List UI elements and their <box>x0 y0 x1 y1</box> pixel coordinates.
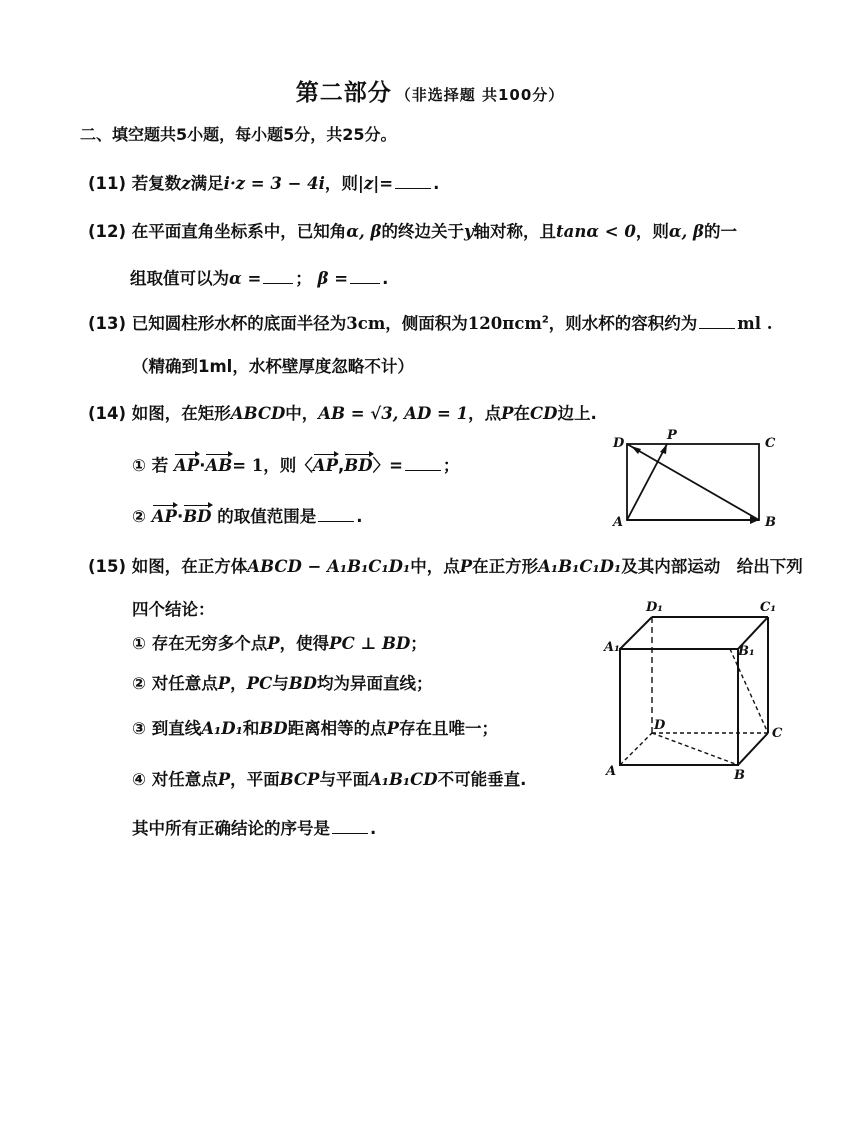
q12-text-c: 轴对称，且 <box>473 222 557 241</box>
question-11 <box>88 170 439 194</box>
q14-vec-ap: AP <box>173 456 200 475</box>
q12-alpha-beta-2: α, β <box>668 222 705 241</box>
q14-vec-ap-3: AP <box>151 507 177 526</box>
q13-text-c: ，则水杯的容积约为 <box>548 314 698 333</box>
q14-rectangle-figure <box>605 425 785 535</box>
q12-text-b: 的终边关于 <box>381 222 464 241</box>
label-c: C <box>772 726 783 741</box>
q12-text-e: 的一 <box>704 222 738 241</box>
q11-number: (11) <box>88 174 127 193</box>
q15-c4-a: 对任意点 <box>151 770 218 789</box>
q15-c1-b: ，使得 <box>279 634 330 653</box>
hidden-edge-ad <box>620 733 652 765</box>
vector-bd-arrow <box>631 446 641 454</box>
q15-cube-figure <box>600 595 790 785</box>
question-15-stem <box>88 553 803 577</box>
q13-note: （精确到1ml，水杯壁厚度忽略不计） <box>132 357 414 376</box>
q14-sub2-end: . <box>356 507 363 526</box>
q14-sub2-mark: ② <box>132 507 146 526</box>
q14-p: P <box>501 404 514 423</box>
edge-bc <box>738 733 768 765</box>
q12-alpha-blank[interactable] <box>263 271 293 284</box>
q12-text-a: 在平面直角坐标系中，已知角 <box>131 222 347 241</box>
label-b: B <box>734 768 745 783</box>
q15-c2-c: 与 <box>272 674 289 693</box>
q13-unit: ml . <box>737 314 773 333</box>
q12-end: . <box>382 269 389 288</box>
q14-dot: · <box>199 456 206 475</box>
q14-semi: ； <box>442 456 460 475</box>
q14-dot-2: · <box>176 507 184 526</box>
q15-c4-p: P <box>217 770 231 789</box>
q14-vec-bd: BD <box>344 456 373 475</box>
q12-alpha-beta: α, β <box>346 222 382 241</box>
label-a: A <box>606 764 617 779</box>
q12-alpha-eq: α = <box>229 269 262 288</box>
label-p: P <box>667 428 677 443</box>
question-12-line2 <box>130 265 388 289</box>
q14-comma: , <box>338 456 345 475</box>
question-12-line1 <box>88 218 737 242</box>
q14-text-e: 边上. <box>557 404 597 423</box>
q12-sep: ； <box>295 269 312 288</box>
q15-c2-bd: BD <box>288 674 317 693</box>
q15-conclusion-4 <box>132 766 526 790</box>
label-d1: D₁ <box>646 600 663 615</box>
q15-c2-d: 均为异面直线； <box>316 674 433 693</box>
q15-c2-a: 对任意点 <box>151 674 218 693</box>
q15-conclusion-1 <box>132 630 427 654</box>
q14-text-b: 中， <box>285 404 319 423</box>
q15-c3-d: 存在且唯一； <box>399 719 498 738</box>
label-d: D <box>613 436 625 451</box>
question-13-line1 <box>88 310 773 334</box>
vector-ap-arrow <box>660 444 667 454</box>
q15-final-text: 其中所有正确结论的序号是 <box>132 819 330 838</box>
q15-line2: 四个结论： <box>132 600 215 619</box>
q15-c4-d: 不可能垂直. <box>437 770 527 789</box>
q11-text-b: 满足 <box>190 174 224 193</box>
q15-answer-blank[interactable] <box>332 821 368 834</box>
q12-tan: tanα < 0 <box>556 222 636 241</box>
q12-text-d: ，则 <box>635 222 669 241</box>
q15-c4-plane: A₁B₁CD <box>368 770 438 789</box>
part-title <box>0 74 860 107</box>
label-b: B <box>765 515 776 530</box>
q14-vec-ap-2: AP <box>312 456 339 475</box>
q13-text-a: 已知圆柱形水杯的底面半径为 <box>131 314 347 333</box>
label-c1: C₁ <box>760 600 777 615</box>
q14-angle-close: 〉= <box>372 456 403 475</box>
q15-face: A₁B₁C₁D₁ <box>538 557 622 576</box>
q15-c3-b: 和 <box>242 719 260 738</box>
q15-number: (15) <box>88 557 127 576</box>
q12-text-f: 组取值可以为 <box>130 269 229 288</box>
q15-conclusion-3 <box>132 715 498 739</box>
q15-c4-b: ，平面 <box>230 770 280 789</box>
q15-c4-bcp: BCP <box>279 770 320 789</box>
q13-area-sup: 2 <box>541 314 549 326</box>
hidden-segment-b1c <box>730 649 768 733</box>
q14-sub1-blank[interactable] <box>405 458 441 471</box>
q11-answer-blank[interactable] <box>395 176 431 189</box>
part-title-sub: （非选择题 共100分） <box>395 86 565 104</box>
q13-text-b: ，侧面积为 <box>385 314 468 333</box>
q14-number: (14) <box>88 404 127 423</box>
q15-c4-mark: ④ <box>132 770 146 789</box>
section-header: 二、填空题共5小题，每小题5分，共25分。 <box>80 125 397 144</box>
q15-c3-p: P <box>386 719 399 738</box>
q14-rect: ABCD <box>230 404 286 423</box>
label-d: D <box>654 718 666 733</box>
q15-text-d: 及其内部运动 给出下列 <box>621 557 803 576</box>
q14-sub-2 <box>132 503 363 527</box>
q15-final <box>132 815 376 839</box>
q15-c1-mark: ① <box>132 634 146 653</box>
q12-y: y <box>463 222 474 241</box>
q11-z: z <box>181 174 191 193</box>
q11-end: . <box>433 174 440 193</box>
q15-text-a: 如图，在正方体 <box>131 557 248 576</box>
q15-c3-c: 距离相等的点 <box>287 719 387 738</box>
q12-beta-eq: β = <box>317 269 349 288</box>
q15-conclusion-2 <box>132 670 432 694</box>
q15-c1-math: PC ⊥ BD <box>329 634 411 653</box>
q14-sub1-eq: = 1，则 <box>232 456 297 475</box>
label-a: A <box>613 515 624 530</box>
q12-beta-blank[interactable] <box>350 271 380 284</box>
q13-number: (13) <box>88 314 127 333</box>
q15-c2-mark: ② <box>132 674 146 693</box>
q15-c1-p: P <box>267 634 280 653</box>
q14-text-c: ，点 <box>468 404 502 423</box>
q13-radius: 3cm <box>346 314 386 333</box>
part-title-main: 第二部分 <box>295 80 392 106</box>
q15-c3-mark: ③ <box>132 719 146 738</box>
hidden-diagonal-db <box>652 733 738 765</box>
q15-c3-a: 到直线 <box>151 719 202 738</box>
q14-angle-open: 〈 <box>296 456 313 475</box>
q14-lengths: AB = √3, AD = 1 <box>318 404 469 423</box>
q11-text-c: ，则 <box>324 174 358 193</box>
q11-eq-sign: = <box>379 174 394 193</box>
q15-c4-c: 与平面 <box>319 770 369 789</box>
q15-text-b: 中，点 <box>410 557 460 576</box>
label-a1: A₁ <box>604 640 620 655</box>
q14-text-d: 在 <box>513 404 530 423</box>
q15-final-end: . <box>370 819 377 838</box>
q13-answer-blank[interactable] <box>699 316 735 329</box>
q14-sub2-post: 的取值范围是 <box>217 507 317 526</box>
q14-vec-ab: AB <box>205 456 233 475</box>
question-14-stem <box>88 400 597 424</box>
q14-sub1-pre: 若 <box>151 456 169 475</box>
q11-equation: i·z = 3 − 4i <box>223 174 325 193</box>
q14-vec-bd-2: BD <box>183 507 212 526</box>
q12-number: (12) <box>88 222 127 241</box>
q11-abs: |z| <box>357 174 380 193</box>
q14-sub-1 <box>132 452 459 476</box>
q15-text-c: 在正方形 <box>472 557 539 576</box>
label-c: C <box>765 436 776 451</box>
q15-c1-end: ； <box>410 634 427 653</box>
q15-c2-p: P <box>217 674 231 693</box>
q15-c3-bd: BD <box>259 719 288 738</box>
edge-a1d1 <box>620 617 652 649</box>
q14-text-a: 如图，在矩形 <box>131 404 231 423</box>
q15-c3-a1d1: A₁D₁ <box>201 719 243 738</box>
q14-sub2-blank[interactable] <box>318 509 354 522</box>
q11-text-a: 若复数 <box>131 174 182 193</box>
q14-cd: CD <box>530 404 558 423</box>
label-b1: B₁ <box>738 644 755 659</box>
q14-sub1-mark: ① <box>132 456 146 475</box>
q15-c2-pc: PC <box>246 674 273 693</box>
q15-c2-b: ， <box>230 674 247 693</box>
q13-area: 120πcm <box>467 314 542 333</box>
q15-p: P <box>459 557 473 576</box>
q15-cube: ABCD − A₁B₁C₁D₁ <box>247 557 411 576</box>
q15-c1-a: 存在无穷多个点 <box>151 634 268 653</box>
